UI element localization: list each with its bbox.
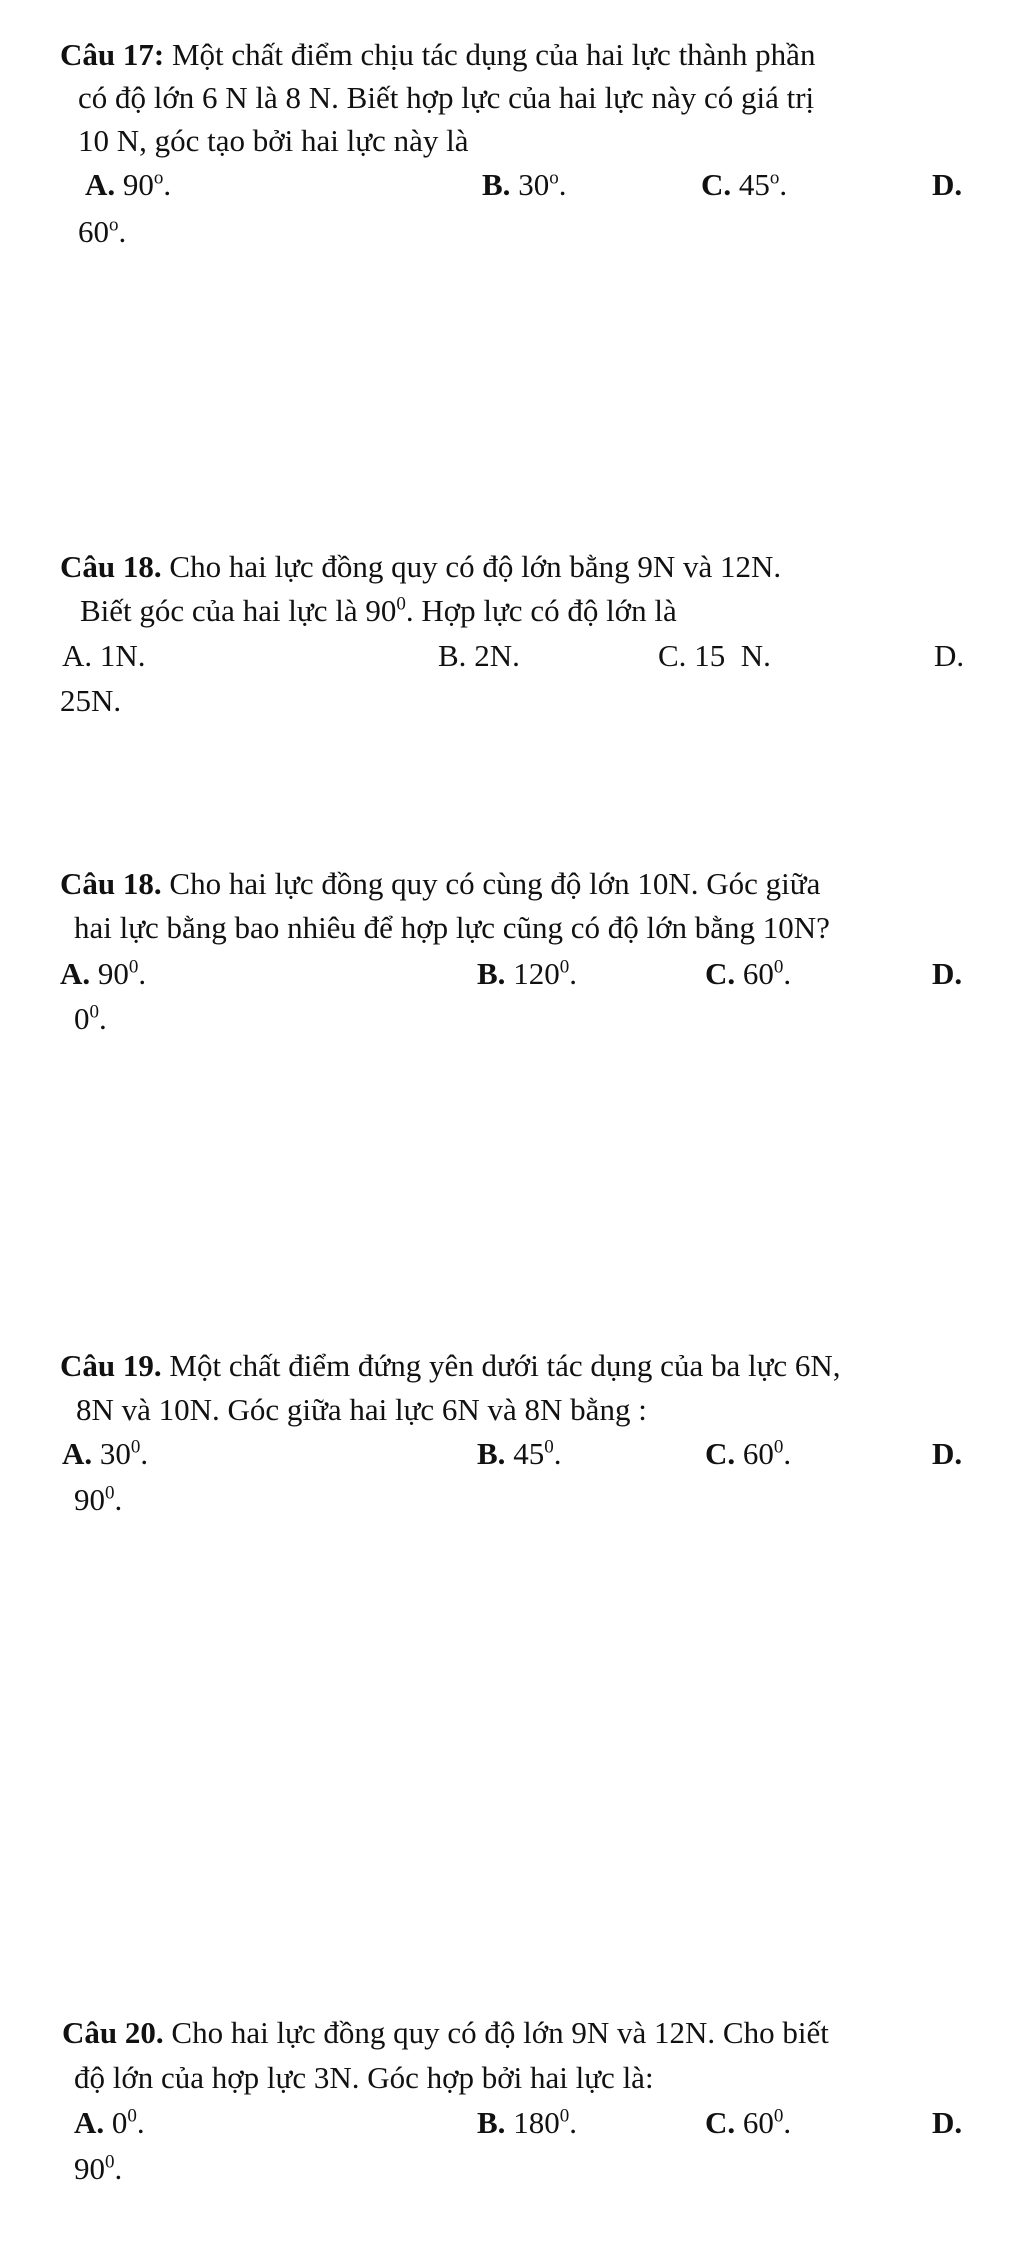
option-d: D. — [932, 167, 963, 202]
question-line — [60, 545, 781, 589]
option-b: B. $180^0$. — [477, 2105, 577, 2140]
option-b: B. 30$^o$. — [482, 167, 567, 202]
option-d: D. — [932, 2105, 963, 2140]
option-a: A. 90$^o$. — [85, 167, 172, 202]
option-d-value: 25N. — [60, 683, 122, 718]
question-label: Câu 18. — [60, 549, 162, 584]
option-a: A. $90^0$. — [60, 956, 147, 991]
question-text: Cho hai lực đồng quy có cùng độ lớn 10N. Góc giữa — [169, 866, 821, 901]
question-label: Câu 20. — [62, 2015, 164, 2050]
option-d-value: $90^0$. — [74, 2151, 123, 2186]
question-label: Câu 19. — [60, 1348, 162, 1383]
question-text: hai lực bằng bao nhiêu để hợp lực cũng có độ lớn bằng 10N? — [74, 910, 830, 945]
option-a: A. $30^0$. — [62, 1436, 149, 1471]
option-c: C. $60^0$. — [705, 956, 792, 991]
question-line — [60, 33, 815, 77]
option-d-value: $90^0$. — [74, 1482, 123, 1517]
option-d: D. — [932, 956, 963, 991]
option-c: C. 15 N. — [658, 638, 771, 673]
question-text: độ lớn của hợp lực 3N. Góc hợp bởi hai lực là: — [74, 2060, 654, 2095]
option-d-value: 60$^o$. — [78, 214, 127, 249]
question-label: Câu 17: — [60, 37, 165, 72]
option-b: B. $120^0$. — [477, 956, 577, 991]
question-label: Câu 18. — [60, 866, 162, 901]
question-text: 8N và 10N. Góc giữa hai lực 6N và 8N bằng : — [76, 1392, 647, 1427]
question-text: có độ lớn 6 N là 8 N. Biết hợp lực của hai lực này có giá trị — [78, 80, 815, 115]
question-line: Biết góc của hai lực là $90^0$. Hợp lực có độ lớn là — [80, 593, 677, 628]
option-c: C. $60^0$. — [705, 2105, 792, 2140]
question-line — [60, 1344, 841, 1388]
question-text: Cho hai lực đồng quy có độ lớn bằng 9N và 12N. — [169, 549, 782, 584]
option-d-value: $0^0$. — [74, 1001, 107, 1036]
option-c: C. $60^0$. — [705, 1436, 792, 1471]
question-line — [60, 862, 820, 906]
option-a: A. $0^0$. — [74, 2105, 145, 2140]
question-text: Một chất điểm đứng yên dưới tác dụng của ba lực 6N, — [169, 1348, 841, 1383]
option-b: B. $45^0$. — [477, 1436, 562, 1471]
option-d: D. — [932, 1436, 963, 1471]
option-a: A. 1N. — [62, 638, 146, 673]
option-b: B. 2N. — [438, 638, 520, 673]
option-c: C. 45$^o$. — [701, 167, 788, 202]
question-text: 10 N, góc tạo bởi hai lực này là — [78, 123, 469, 158]
question-text: Cho hai lực đồng quy có độ lớn 9N và 12N. Cho biết — [171, 2015, 829, 2050]
question-line — [62, 2011, 829, 2055]
option-d: D. — [934, 638, 965, 673]
question-text: Một chất điểm chịu tác dụng của hai lực thành phần — [171, 37, 816, 72]
